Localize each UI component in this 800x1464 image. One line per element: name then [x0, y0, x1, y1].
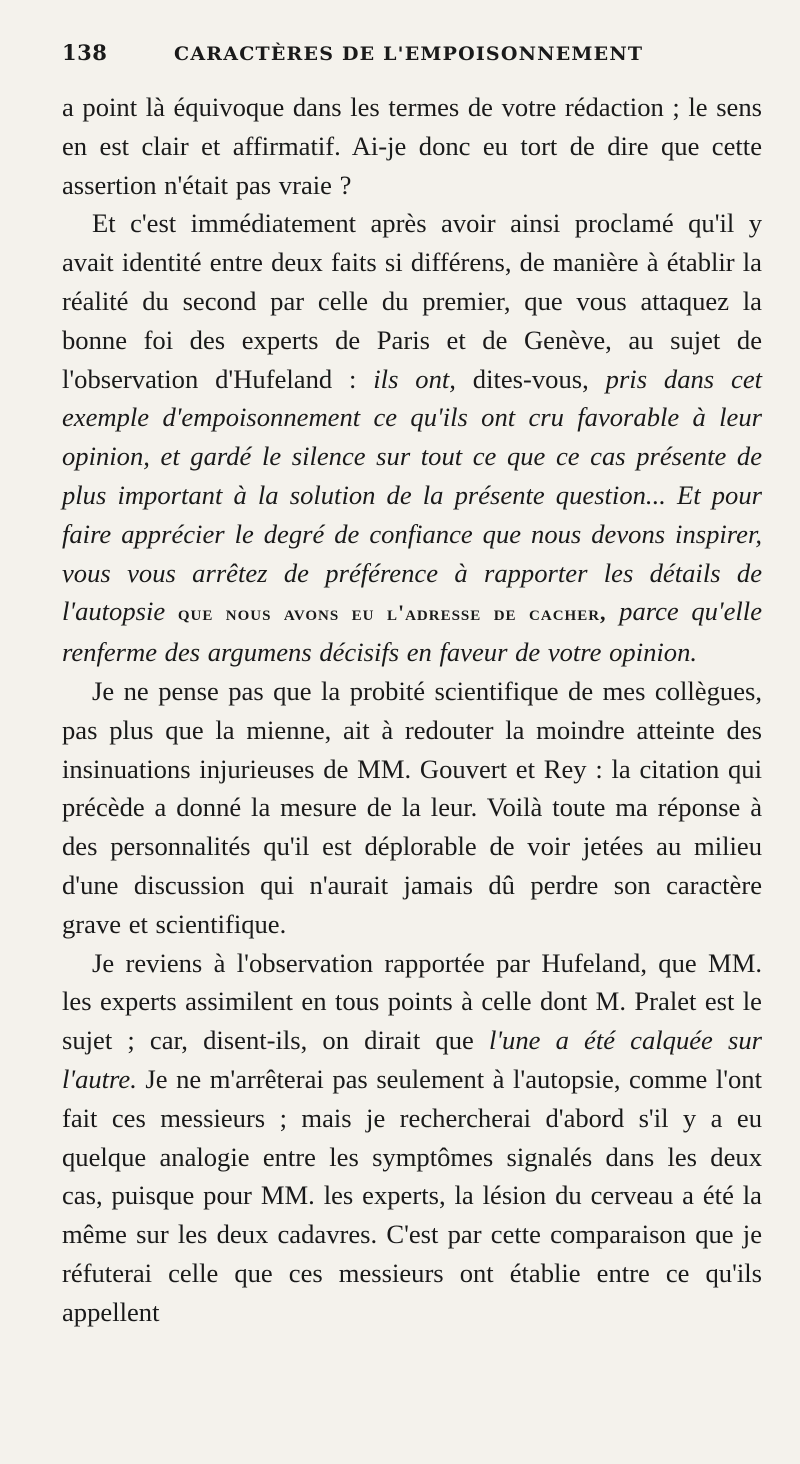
paragraph: [62, 672, 762, 944]
text-span: Et c'est immédiatement après avoir ainsi proclamé qu'il y avait identité entre deux faits si différens, de manière à établir la réalité du second par celle du premier, que vous attaquez la bonne foi des experts de Paris et de Genève, au sujet de l'observation d'Hufeland :: [62, 208, 762, 394]
paragraph: [62, 204, 762, 672]
paragraph: [62, 88, 762, 204]
text-span: Je ne m'arrêterai pas seulement à l'autopsie, comme l'ont fait ces messieurs ; mais je rechercherai d'abord s'il y a eu quelque analogie entre les symptômes signalés dans les deux cas, puisque pour MM. les experts, la lésion du cerveau a été la même sur les deux cadavres. C'est par cette comparaison que je réfuterai celle que ces messieurs ont établie entre ce qu'ils appellent: [62, 1063, 762, 1327]
small-caps-span: que nous avons eu l'adresse de cacher,: [177, 600, 607, 626]
running-title: CARACTÈRES DE L'EMPOISONNEMENT: [174, 43, 644, 65]
italic-quote: pris dans cet exemple d'empoisonnement ce qu'ils ont cru favorable à leur opinion, et gardé le silence sur tout ce que ce cas présente de plus important à la solution de la présente question... Et pour faire apprécier le degré de confiance que nous devons inspirer, vous vous arrêtez de préférence à rapporter les détails de l'autopsie: [62, 363, 763, 627]
text-span: Je reviens à l'observation rapportée par Hufeland, que MM. les experts assimilent en tous points à celle dont M. Pralet est le sujet ; car, disent-ils, on dirait que: [62, 947, 762, 1056]
italic-span: ils ont,: [373, 363, 456, 394]
page-body: [62, 88, 762, 1332]
text-span: Je ne pense pas que la probité scientifique de mes collègues, pas plus que la mienne, ait à redouter la moindre atteinte des insinuations injurieuses de MM. Gouvert et Rey : la citation qui précède a donné la mesure de la leur. Voilà toute ma réponse à des personnalités qu'il est déplorable de voir jetées au milieu d'une discussion qui n'aurait jamais dû perdre son caractère grave et scientifique.: [62, 675, 762, 939]
paragraph: [62, 944, 762, 1332]
text-span: a point là équivoque dans les termes de votre rédaction ; le sens en est clair et affirmatif. Ai-je donc eu tort de dire que cette assertion n'était pas vraie ?: [62, 92, 762, 200]
page-number: 138: [62, 40, 108, 65]
page-header: [62, 40, 762, 84]
italic-quote: parce qu'elle renferme des argumens décisifs en faveur de votre opinion.: [62, 596, 762, 668]
italic-span: l'une a été calquée sur l'autre.: [62, 1025, 763, 1094]
text-span: dites-vous,: [455, 363, 606, 394]
